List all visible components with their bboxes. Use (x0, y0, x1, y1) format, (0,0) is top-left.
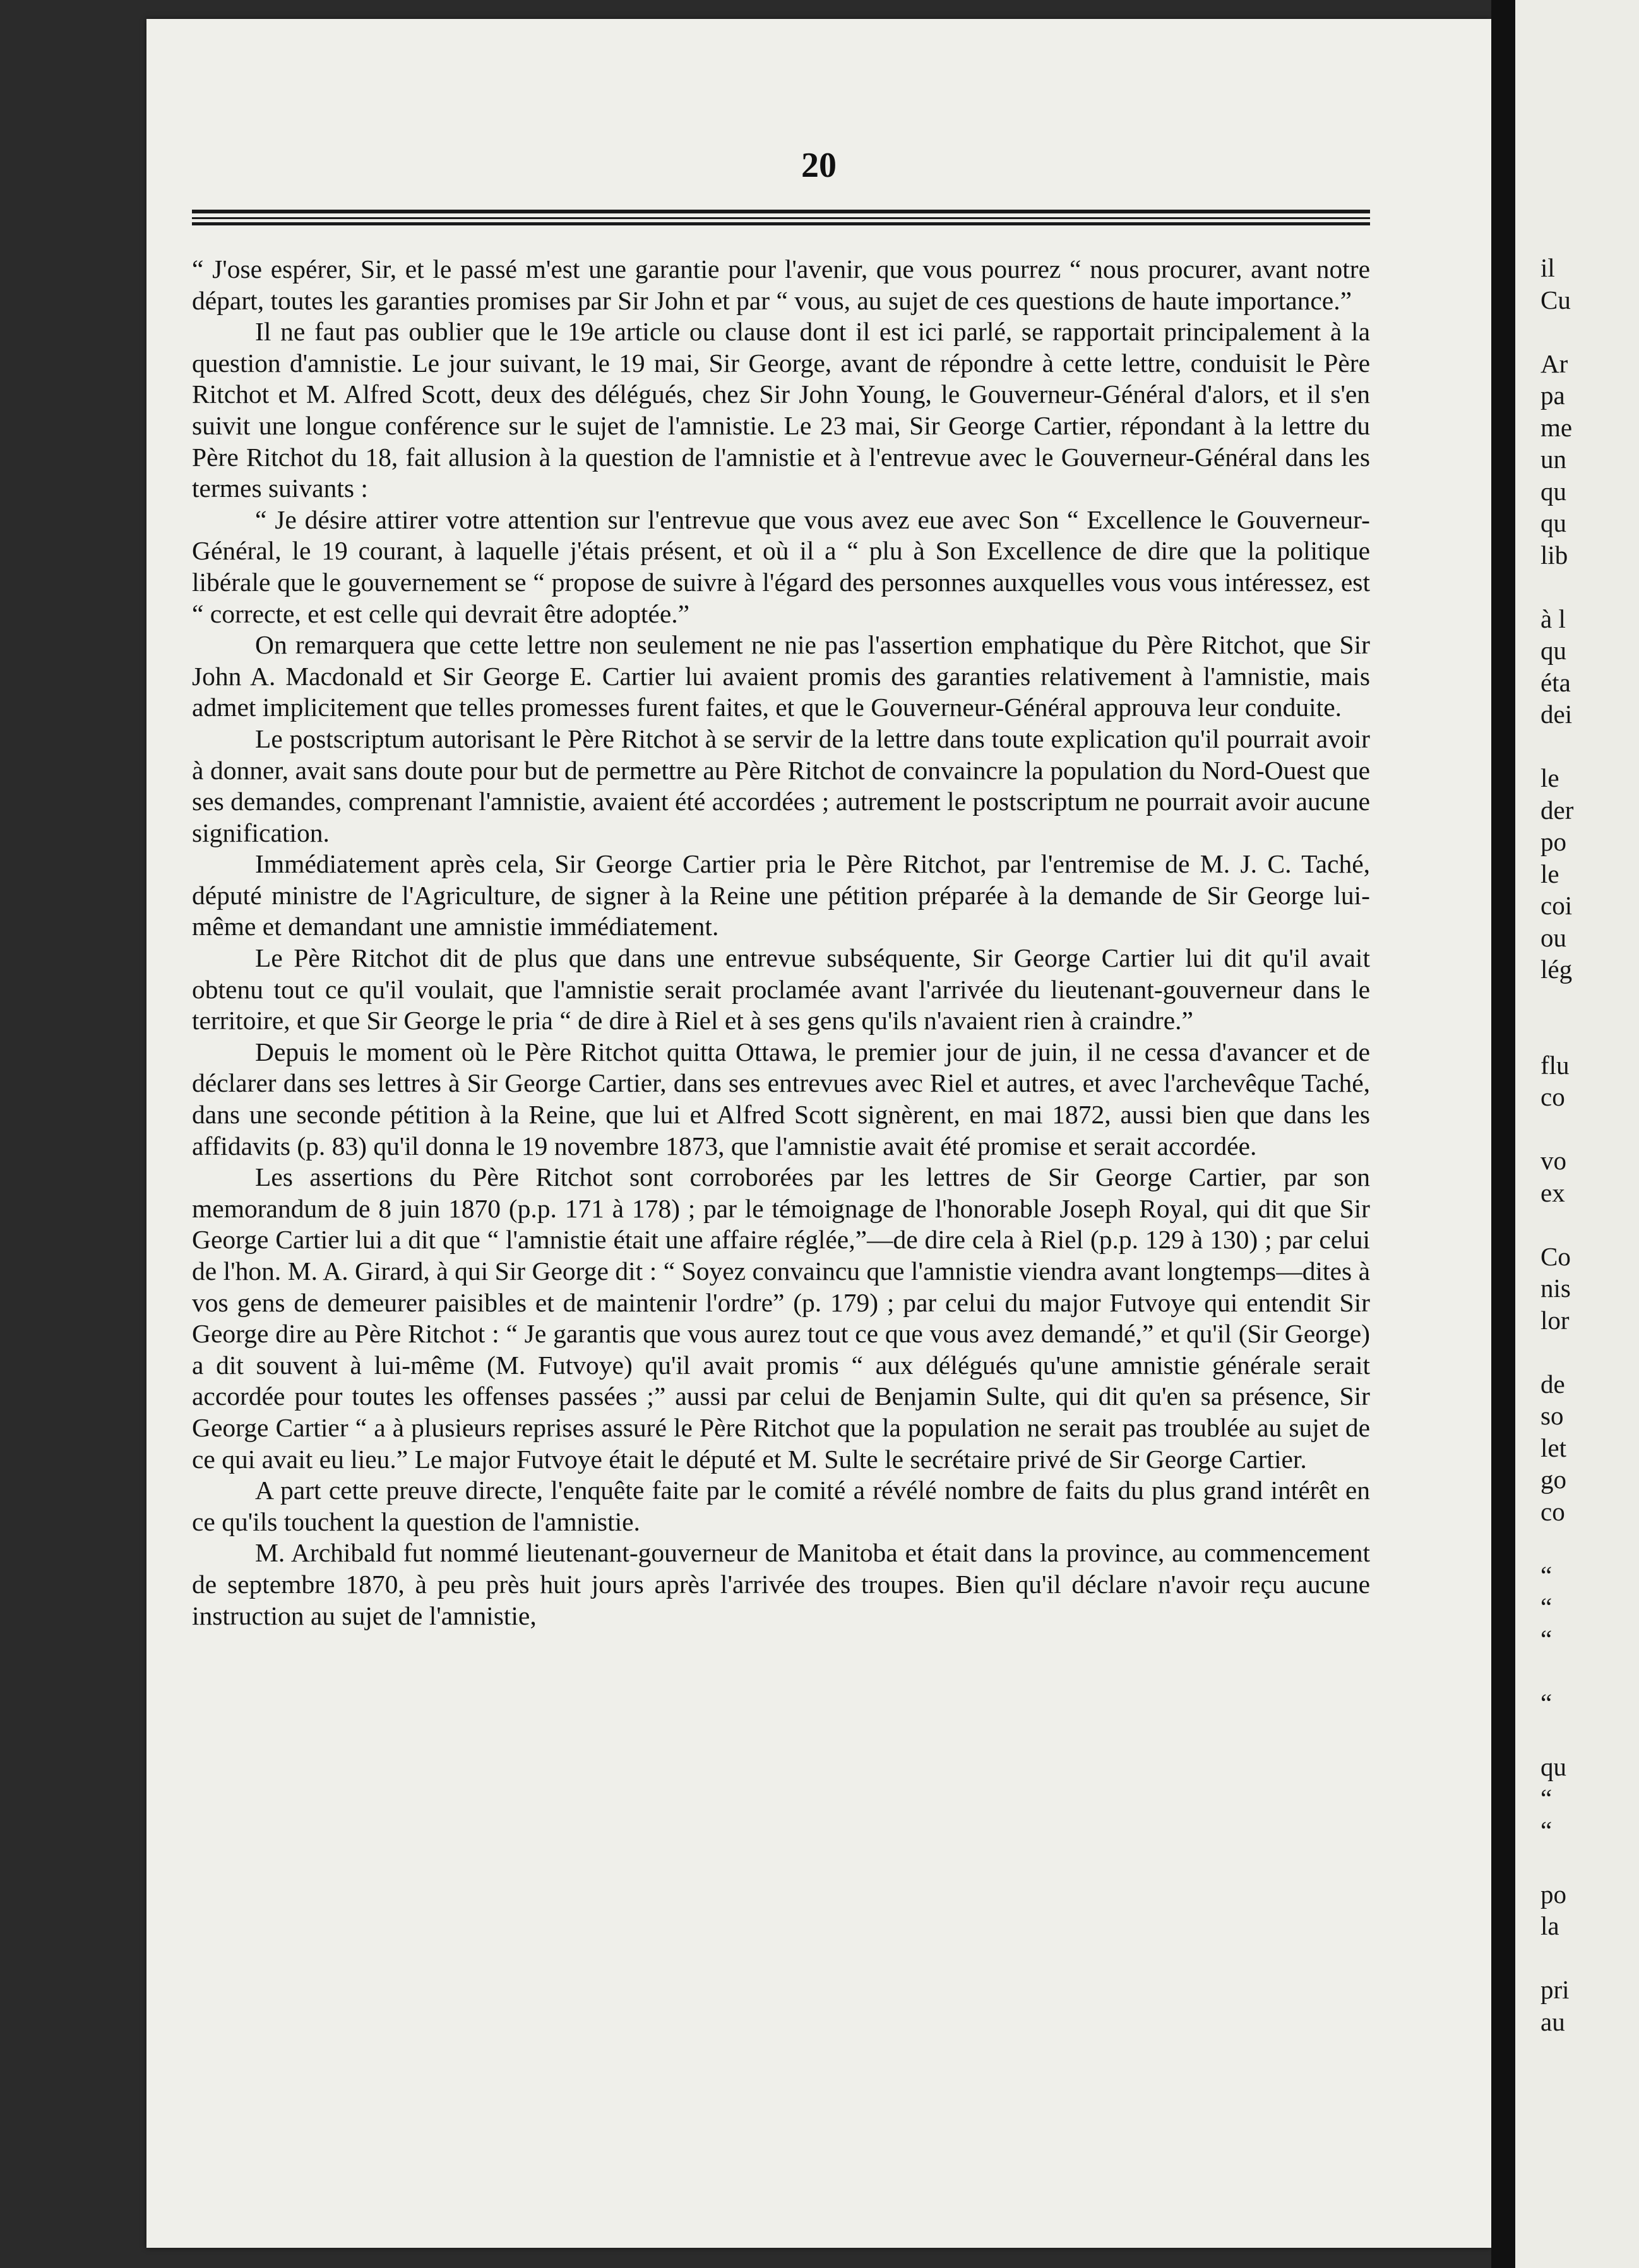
next-page-fragment: au (1541, 2007, 1565, 2036)
document-page (146, 19, 1491, 2248)
next-page-fragment: Ar (1541, 349, 1568, 378)
next-page-fragment: coi (1541, 891, 1573, 920)
next-page-fragment: de (1541, 1369, 1565, 1399)
next-page-fragment: ex (1541, 1178, 1565, 1207)
next-page-fragment: “ (1541, 1688, 1553, 1717)
next-page-fragment: co (1541, 1082, 1565, 1111)
page-number: 20 (801, 146, 837, 185)
paragraph: Le Père Ritchot dit de plus que dans une entrevue subséquente, Sir George Cartier lui dit qu'il avait obtenu tout ce qu'il voulait, que l'amnistie serait proclamée avant l'arrivée du lieutenant-gouverneur dans le territoire, et que Sir George le pria “ de dire à Riel et à ses gens qu'ils n'avaient rien à craindre.” (192, 943, 1370, 1036)
next-page-fragment: pa (1541, 381, 1565, 410)
next-page-fragment: pri (1541, 1975, 1570, 2004)
next-page-fragment: il (1541, 253, 1555, 282)
next-page-fragment: Co (1541, 1241, 1571, 1271)
next-page-fragment: nis (1541, 1274, 1571, 1303)
next-page-fragment: lor (1541, 1305, 1570, 1335)
next-page-fragment: le (1541, 859, 1559, 888)
next-page-fragment: éta (1541, 667, 1571, 697)
next-page-fragment: let (1541, 1433, 1566, 1462)
header-rule (192, 210, 1370, 213)
next-page-fragment: ou (1541, 922, 1566, 952)
paragraph: A part cette preuve directe, l'enquête faite par le comité a révélé nombre de faits du plus grand intérêt en ce qu'ils touchent la question de l'amnistie. (192, 1476, 1370, 1536)
next-page-fragment: qu (1541, 508, 1566, 537)
next-page-fragment: “ (1541, 1592, 1553, 1621)
body-text (192, 254, 1370, 1632)
next-page-fragment: un (1541, 445, 1566, 474)
paragraph: Les assertions du Père Ritchot sont corroborées par les lettres de Sir George Cartier, par son memorandum de 8 juin 1870 (p.p. 171 à 178) ; par le témoignage de l'honorable Joseph Royal, qui dit que Sir George Cartier lui a dit que “ l'amnistie était une affaire réglée,”—de dire cela à Riel (p.p. 129 à 130) ; par celui de l'hon. M. A. Girard, à qui Sir George dit : “ Soyez convaincu que l'amnistie viendra avant longtemps—dites à vos gens de demeurer paisibles et de maintenir l'ordre” (p. 179) ; par celui du major Futvoye qui entendit Sir George dire au Père Ritchot : “ Je garantis que vous aurez tout ce que vous avez demandé,” et qu'il (Sir George) a dit souvent à lui-même (M. Futvoye) qu'il avait promis “ aux délégués qu'une amnistie générale serait accordée pour toutes les offenses passées ;” aussi par celui de Benjamin Sulte, qui dit qu'en sa présence, Sir George Cartier “ a à plusieurs reprises assuré le Père Ritchot que la population ne serait pas troublée au sujet de ce qui avait eu lieu.” Le major Futvoye était le député et M. Sulte le secrétaire privé de Sir George Cartier. (192, 1162, 1370, 1474)
next-page-fragment: “ (1541, 1815, 1553, 1845)
next-page-fragment: “ (1541, 1624, 1553, 1654)
next-page-fragment: me (1541, 412, 1573, 442)
paragraph-quote: “ Je désire attirer votre attention sur l'entrevue que vous avez eue avec Son “ Excellence le Gouverneur-Général, le 19 courant, à laquelle j'étais présent, et où il a “ plu à Son Excellence de dire que la politique libérale que le gouvernement se “ propose de suivre à l'égard des personnes auxquelles vous vous intéressez, est “ correcte, et est celle qui devrait être adoptée.” (192, 504, 1370, 628)
next-page-fragment: “ (1541, 1784, 1553, 1813)
next-page-fragment: lég (1541, 955, 1573, 984)
next-page-fragment: der (1541, 795, 1574, 825)
next-page-fragment: po (1541, 1879, 1566, 1909)
next-page-fragment: go (1541, 1465, 1566, 1494)
next-page-fragment: po (1541, 827, 1566, 856)
next-page-fragment: qu (1541, 636, 1566, 665)
paragraph: M. Archibald fut nommé lieutenant-gouverneur de Manitoba et était dans la province, au commencement de septembre 1870, à peu près huit jours après l'arrivée des troupes. Bien qu'il déclare n'avoir reçu aucune instruction au sujet de l'amnistie, (192, 1538, 1370, 1630)
next-page-fragment: dei (1541, 700, 1573, 729)
next-page-fragment: so (1541, 1401, 1564, 1430)
header-rule (192, 222, 1370, 225)
paragraph-quote: “ J'ose espérer, Sir, et le passé m'est une garantie pour l'avenir, que vous pourrez “ nous procurer, avant notre départ, toutes les garanties promises par Sir John et par “ vous, au sujet de ces questions de haute importance.” (192, 254, 1370, 315)
header-rule (192, 217, 1370, 219)
paragraph: Immédiatement après cela, Sir George Cartier pria le Père Ritchot, par l'entremise de M. J. C. Taché, député ministre de l'Agriculture, de signer à la Reine une pétition préparée à la demande de Sir George lui-même et demandant une amnistie immédiatement. (192, 849, 1370, 941)
next-page-fragment: qu (1541, 1752, 1566, 1781)
next-page-fragment: vo (1541, 1146, 1566, 1175)
next-page-fragment: à l (1541, 604, 1566, 633)
next-page-fragment: co (1541, 1496, 1565, 1526)
paragraph: Il ne faut pas oublier que le 19e article ou clause dont il est ici parlé, se rapportait principalement à la question d'amnistie. Le jour suivant, le 19 mai, Sir George, avant de répondre à cette lettre, conduisit le Père Ritchot et M. Alfred Scott, deux des délégués, chez Sir John Young, le Gouverneur-Général d'alors, et il s'en suivit une longue conférence sur le sujet de l'amnistie. Le 23 mai, Sir George Cartier, répondant à la lettre du Père Ritchot du 18, fait allusion à la question de l'amnistie et à l'entrevue avec le Gouverneur-Général dans les termes suivants : (192, 317, 1370, 503)
next-page-edge (1515, 0, 1639, 2268)
next-page-fragment: lib (1541, 540, 1568, 570)
book-gutter (1491, 0, 1515, 2268)
next-page-fragment: “ (1541, 1560, 1553, 1590)
next-page-fragment: le (1541, 763, 1559, 792)
next-page-fragment: Cu (1541, 285, 1571, 314)
next-page-fragment: la (1541, 1911, 1559, 1940)
next-page-fragment: qu (1541, 476, 1566, 506)
next-page-fragment: flu (1541, 1050, 1570, 1080)
paragraph: Le postscriptum autorisant le Père Ritchot à se servir de la lettre dans toute explication qu'il pourrait avoir à donner, avait sans doute pour but de permettre au Père Ritchot de convaincre la population du Nord-Ouest que ses demandes, comprenant l'amnistie, avaient été accordées ; autrement le postscriptum ne pourrait avoir aucune signification. (192, 724, 1370, 847)
paragraph: Depuis le moment où le Père Ritchot quitta Ottawa, le premier jour de juin, il ne cessa d'avancer et de déclarer dans ses lettres à Sir George Cartier, dans ses entrevues avec Riel et autres, et avec l'archevêque Taché, dans une seconde pétition à la Reine, que lui et Alfred Scott signèrent, en mai 1872, aussi bien que dans les affidavits (p. 83) qu'il donna le 19 novembre 1873, que l'amnistie avait été promise et serait accordée. (192, 1037, 1370, 1161)
paragraph: On remarquera que cette lettre non seulement ne nie pas l'assertion emphatique du Père Ritchot, que Sir John A. Macdonald et Sir George E. Cartier lui avaient promis des garanties relativement à l'amnistie, mais admet implicitement que telles promesses furent faites, et que le Gouverneur-Général approuva leur conduite. (192, 630, 1370, 722)
